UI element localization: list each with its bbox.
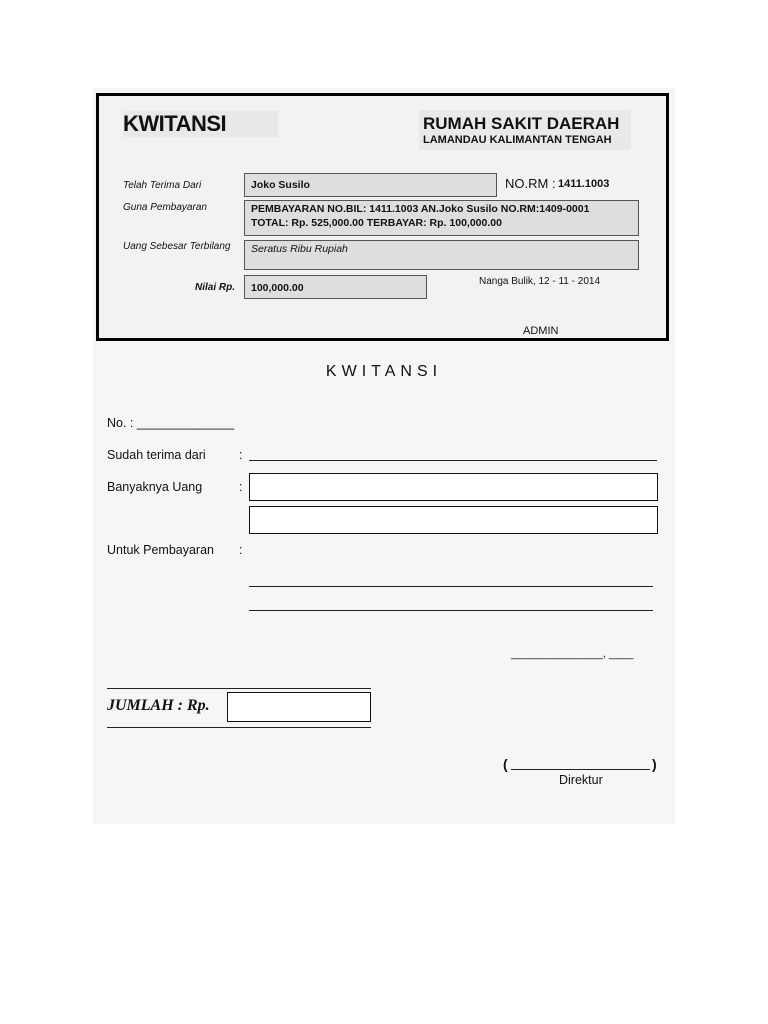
purpose-line-2[interactable]: [249, 610, 653, 611]
rm-label: NO.RM :: [505, 176, 556, 191]
purpose-line-2: TOTAL: Rp. 525,000.00 TERBAYAR: Rp. 100,000.00: [251, 217, 502, 229]
total-bottom-rule: [107, 727, 371, 728]
purpose-line-1[interactable]: [249, 586, 653, 587]
form-colon: :: [239, 448, 243, 462]
amount-words-field: Seratus Ribu Rupiah: [244, 240, 639, 270]
sign-open-paren: (: [503, 756, 508, 772]
form-number: No. : ______________: [107, 416, 235, 430]
form-received-from-label: Sudah terima dari: [107, 448, 206, 462]
amount-field: 100,000.00: [244, 275, 427, 299]
hospital-name: RUMAH SAKIT DAERAH: [423, 114, 620, 133]
sign-close-paren: ): [652, 756, 657, 772]
received-from-label: Telah Terima Dari: [123, 180, 202, 191]
purpose-label: Guna Pembayaran: [123, 202, 207, 213]
form-purpose-label: Untuk Pembayaran: [107, 543, 215, 557]
form-title: KWITANSI: [325, 363, 443, 380]
hospital-location: LAMANDAU KALIMANTAN TENGAH: [423, 134, 612, 146]
form-amount-label: Banyaknya Uang: [107, 480, 203, 494]
form-colon: :: [239, 480, 243, 494]
received-from-line[interactable]: [249, 460, 657, 461]
total-label: JUMLAH : Rp.: [107, 697, 210, 714]
date-line: _______________, ____: [511, 648, 634, 660]
filled-receipt: [96, 93, 669, 341]
purpose-line-1: PEMBAYARAN NO.BIL: 1411.1003 AN.Joko Susilo NO.RM:1409-0001: [251, 203, 590, 215]
amount-box-2[interactable]: [249, 506, 658, 534]
total-amount-box[interactable]: [227, 692, 371, 722]
purpose-field: [244, 200, 639, 236]
signature-line[interactable]: [511, 769, 650, 770]
receipt-title: KWITANSI: [123, 111, 278, 137]
total-top-rule: [107, 688, 371, 689]
hospital-header: [419, 110, 631, 150]
received-from-field: Joko Susilo: [244, 173, 497, 197]
amount-label: Nilai Rp.: [195, 282, 236, 293]
signer-name: ADMIN: [523, 325, 559, 337]
amount-box-1[interactable]: [249, 473, 658, 501]
amount-words-label: Uang Sebesar Terbilang: [123, 241, 231, 252]
form-colon: :: [239, 543, 243, 557]
place-date: Nanga Bulik, 12 - 11 - 2014: [479, 276, 601, 287]
signer-title: Direktur: [559, 773, 603, 787]
rm-value: 1411.1003: [558, 178, 610, 190]
